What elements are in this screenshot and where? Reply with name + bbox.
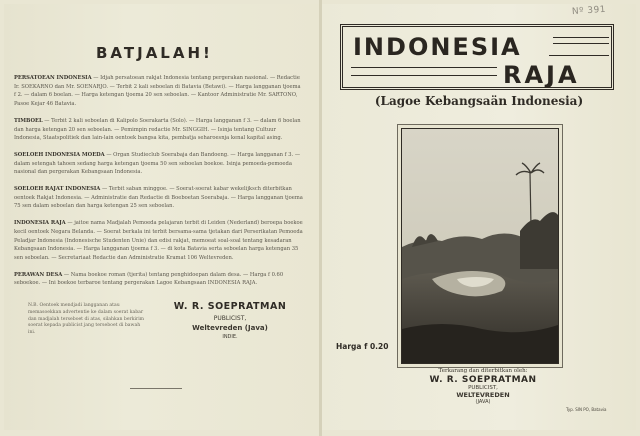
entry-text: — Idjah persatoean rakjat Indonesia tentang pergerakan nasional. — Redactie Ir. SOEKARNO dan Mr. SOENARJO. — Terbit 2 kali seboelan di Batavia (Betawi). — Harga langganan tjoema f 2. — dalam 6 boelan. — Harga ketengan tjoema 20 sen seboelan. — Kantoor Administratie Mr. SARTONO, Pasoe Kejar 46 Batavia. xyxy=(14,75,301,108)
entry-text: — jaitoe nama Madjalah Pemoeda pelajaran terbit di Leiden (Nederland) beroepa boekoe kecil oentoek Negara Belanda. — Soerat berkala ini terbit bersama-sama tjetakan dari Perserikatan Pemoeda Peladjar Indonesia (Indonesische Studenten Unie) dan edisi rakjat, memoeat soal-soal tentang kesadaran Kebangsaan Indonesia. — Harga langganan tjoema f 3. — di kota Batavia serta seboelan harga ketengan 35 sen seboelan. — Secretariaat Redactie dan Administratie Kramat 106 Weltevreden. xyxy=(14,220,303,261)
title-rule xyxy=(351,67,497,68)
subtitle: (Lagoe Kebangsaän Indonesia) xyxy=(374,94,584,108)
publication-list xyxy=(14,74,304,296)
entry-text: — Organ Studieclub Soerabaja dan Bandoeng. — Harga langganan f 3. — dalam setengah tahoen sedang harga ketengan tjoema 50 sen seboelan boekoe. Isinja pemoeda-pemoeda nasional dan pergerakan Kebangsaan Indonesia. xyxy=(14,151,301,176)
credit-role: PUBLICIST, xyxy=(468,385,498,391)
list-item xyxy=(14,117,304,143)
landscape-photo-frame xyxy=(397,124,563,368)
entry-title: SOELOEH RAJAT INDONESIA xyxy=(14,186,101,193)
entry-title: PERSATOEAN INDONESIA xyxy=(14,75,92,81)
price-label: Harga f 0.20 xyxy=(336,342,389,351)
entry-title: SOELOEH INDONESIA MOEDA xyxy=(14,151,105,158)
printer-imprint: Typ. SIN PO, Batavia xyxy=(566,407,607,412)
publisher-city: Weltevreden (Java) xyxy=(192,324,268,332)
handwritten-catalog-number: Nº 391 xyxy=(571,4,607,18)
publisher-name: W. R. SOEPRATMAN xyxy=(173,301,287,312)
title-rule xyxy=(351,75,497,76)
credit-city: WELTEVREDEN xyxy=(456,391,510,399)
list-item xyxy=(14,271,304,288)
entry-title: INDONESIA RAJA xyxy=(14,220,66,227)
list-item xyxy=(14,151,304,177)
title-rule xyxy=(549,55,609,56)
publisher-role: PUBLICIST, xyxy=(213,315,247,322)
batjalah-heading: BATJALAH! xyxy=(96,44,213,62)
title-rule xyxy=(553,43,609,44)
credit-caption: Terkarang dan diterbitkan oleh: xyxy=(438,368,528,374)
landscape-photo xyxy=(401,128,559,364)
divider xyxy=(130,388,182,389)
publisher-block-left xyxy=(150,301,310,340)
list-item xyxy=(14,219,304,263)
entry-title: TIMBOEL xyxy=(14,117,43,124)
center-fold xyxy=(319,0,322,436)
credit-name: W. R. SOEPRATMAN xyxy=(429,375,537,385)
entry-text: — Terbit 2 kali seboelan di Kalipolo Soerakarta (Solo). — Harga langganan f 3. — dalam 6 boelan dan harga ketengan 20 sen seboelan. — Pemimpin redactie Mr. SINGGIH. — Isinja tentang Cultuur Indonesia, Staatspolitiek dan lain-lain oentoek bangsa kita, pembatja seharoesnja kenal kapital asing. xyxy=(14,117,301,142)
publisher-country: INDIE. xyxy=(222,334,238,340)
publisher-credit xyxy=(400,368,566,405)
nb-note-text: N.B. Oentoek mendjadi langganan atau memasoekkan advertentie ke dalam soerat kabar dan madjalah terseboet di atas, silahkan berkirim soerat kepada publicist jang terseboet di bawah ini. xyxy=(28,303,145,336)
list-item xyxy=(14,74,304,109)
entry-text: — Terbit saban minggoe. — Soerat-soerat kabar wekelijksch diterbitkan oentoek Rakjat Indonesia. — Administratie dan Redactie di Boeboetan Soerabaja. — Harga langganan tjoema 75 sen dalam seboelan dan harga ketengan 25 sen seboelan. xyxy=(14,186,303,210)
list-item xyxy=(14,185,304,211)
credit-country: (JAVA) xyxy=(475,399,491,405)
title-rule xyxy=(553,37,609,38)
title-line-1: INDONESIA xyxy=(353,33,522,61)
entry-text: — Nama boekoe roman (tjerita) tentang penghidoepan dalam desa. — Harga f 0.60 seboekoe. — Ini boekoe terbaroe tentang pergerakan Lagoe Kebangsaan INDONESIA RAJA. xyxy=(14,271,284,287)
entry-title: PERAWAN DESA xyxy=(14,271,63,278)
landscape-photo-image xyxy=(402,129,558,363)
title-frame xyxy=(340,24,614,90)
title-line-2: RAJA xyxy=(503,61,580,89)
